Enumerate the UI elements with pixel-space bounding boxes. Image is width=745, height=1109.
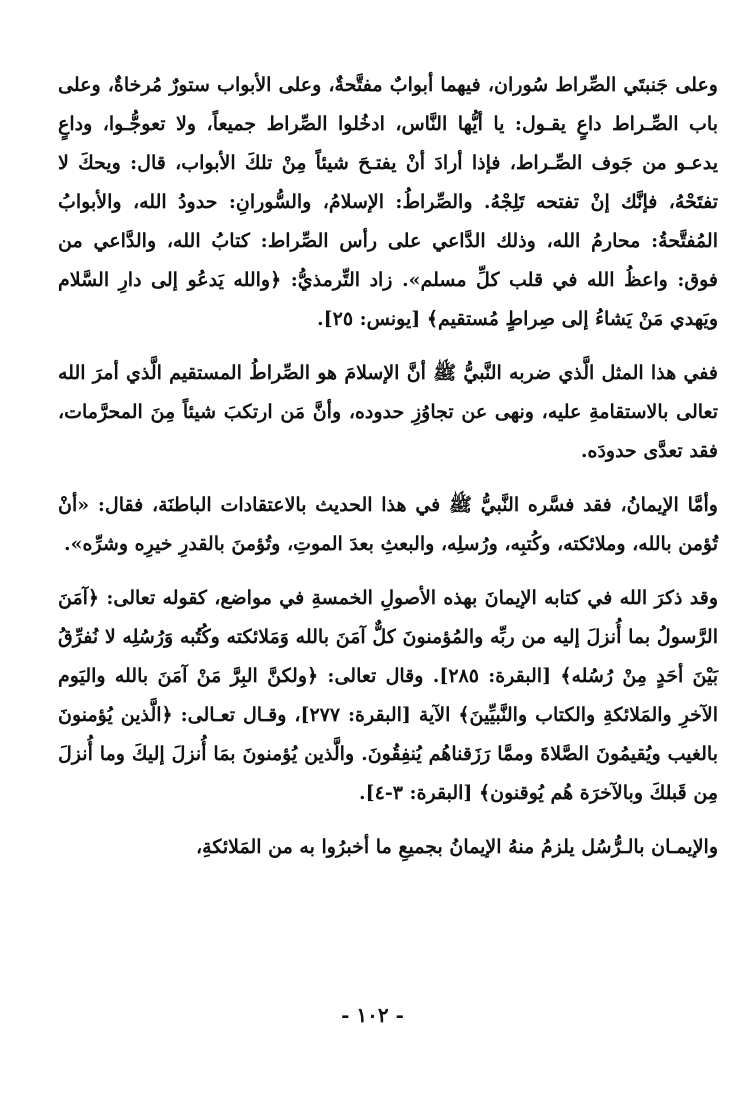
paragraph-4: وقد ذكرَ الله في كتابه الإيمانَ بهذه الأصولِ الخمسةِ في مواضع، كقوله تعالى: ﴿آمَنَ الرَّسولُ بما أُنزلَ إليه من ربِّه والمُؤمنونَ كلٌّ آمَنَ بالله وَمَلائكته وكُتُبه وَرُسُلِه لا نُفرِّقُ بَيْنَ أحَدٍ مِنْ رُسُله﴾ [البقرة: ٢٨٥]. وقال تعالى: ﴿ولكنَّ البِرَّ مَنْ آمَنَ بالله واليَوم الآخرِ والمَلائكةِ والكتاب والنَّبيِّينَ﴾ الآية [البقرة: ٢٧٧]، وقـال تعـالى: ﴿الَّذين يُؤمنونَ بالغيب ويُقيمُونَ الصَّلاةَ وممَّا رَزَقناهُم يُنفِقُونَ. والَّذين يُؤمنونَ بمَا أُنزلَ إليكَ وما أُنزلَ مِن قَبلكَ وبالآخرَة هُم يُوقنون﴾ [البقرة: ٣-٤]. — [58, 587, 718, 804]
paragraph-3: وأمَّا الإيمانُ، فقد فسَّره النَّبيُّ ﷺ في هذا الحديث بالاعتقادات الباطنَة، فقال: «أنْ تُؤمن بالله، وملائكته، وكُتبِه، ورُسلِه، والبعثِ بعدَ الموتِ، وتُؤمنَ بالقدرِ خيرِه وشرِّه». — [58, 494, 718, 555]
paragraph-1: وعلى جَنبتَي الصِّراط سُوران، فيهما أبوابٌ مفتَّحةٌ، وعلى الأبواب ستورٌ مُرخاةٌ، وعلى باب الصِّـراط داعٍ يقـول: يا أيُّها النَّاس، ادخُلوا الصِّراط جميعاً، ولا تعوجُّـوا، وداعٍ يدعـو من جَوف الصِّـراط، فإذا أرادَ أنْ يفتـحَ شيئاً مِنْ تلكَ الأبواب، قال: ويحكَ لا تفتَحْهُ، فإنَّك إنْ تفتحه تَلِجْهُ. والصِّراطُ: الإسلامُ، والسُّورانِ: حدودُ الله، والأبوابُ المُفتَّحةُ: محارمُ الله، وذلك الدَّاعي على رأس الصِّراط: كتابُ الله، والدَّاعي من فوق: واعظُ الله في قلب كلِّ مسلم». زاد التِّرمذيُّ: ﴿والله يَدعُو إلى دارِ السَّلام ويَهدي مَنْ يَشاءُ إلى صِراطٍ مُستقيم﴾ [يونس: ٢٥]. — [58, 74, 718, 330]
page-body — [58, 66, 718, 881]
paragraph-2: ففي هذا المثل الَّذي ضربه النَّبيُّ ﷺ أنَّ الإسلامَ هو الصِّراطُ المستقيم الَّذي أمرَ الله تعالى بالاستقامةِ عليه، ونهى عن تجاوُزِ حدوده، وأنَّ مَن ارتكبَ شيئاً مِنَ المحرَّمات، فقد تعدَّى حدودَه. — [58, 362, 718, 462]
page-number: - ١٠٢ - — [341, 1003, 404, 1027]
paragraph-5: والإيمـان بالـرُّسُل يلزمُ منهُ الإيمانُ بجميعِ ما أخبرُوا به من المَلائكةِ، — [196, 836, 718, 858]
